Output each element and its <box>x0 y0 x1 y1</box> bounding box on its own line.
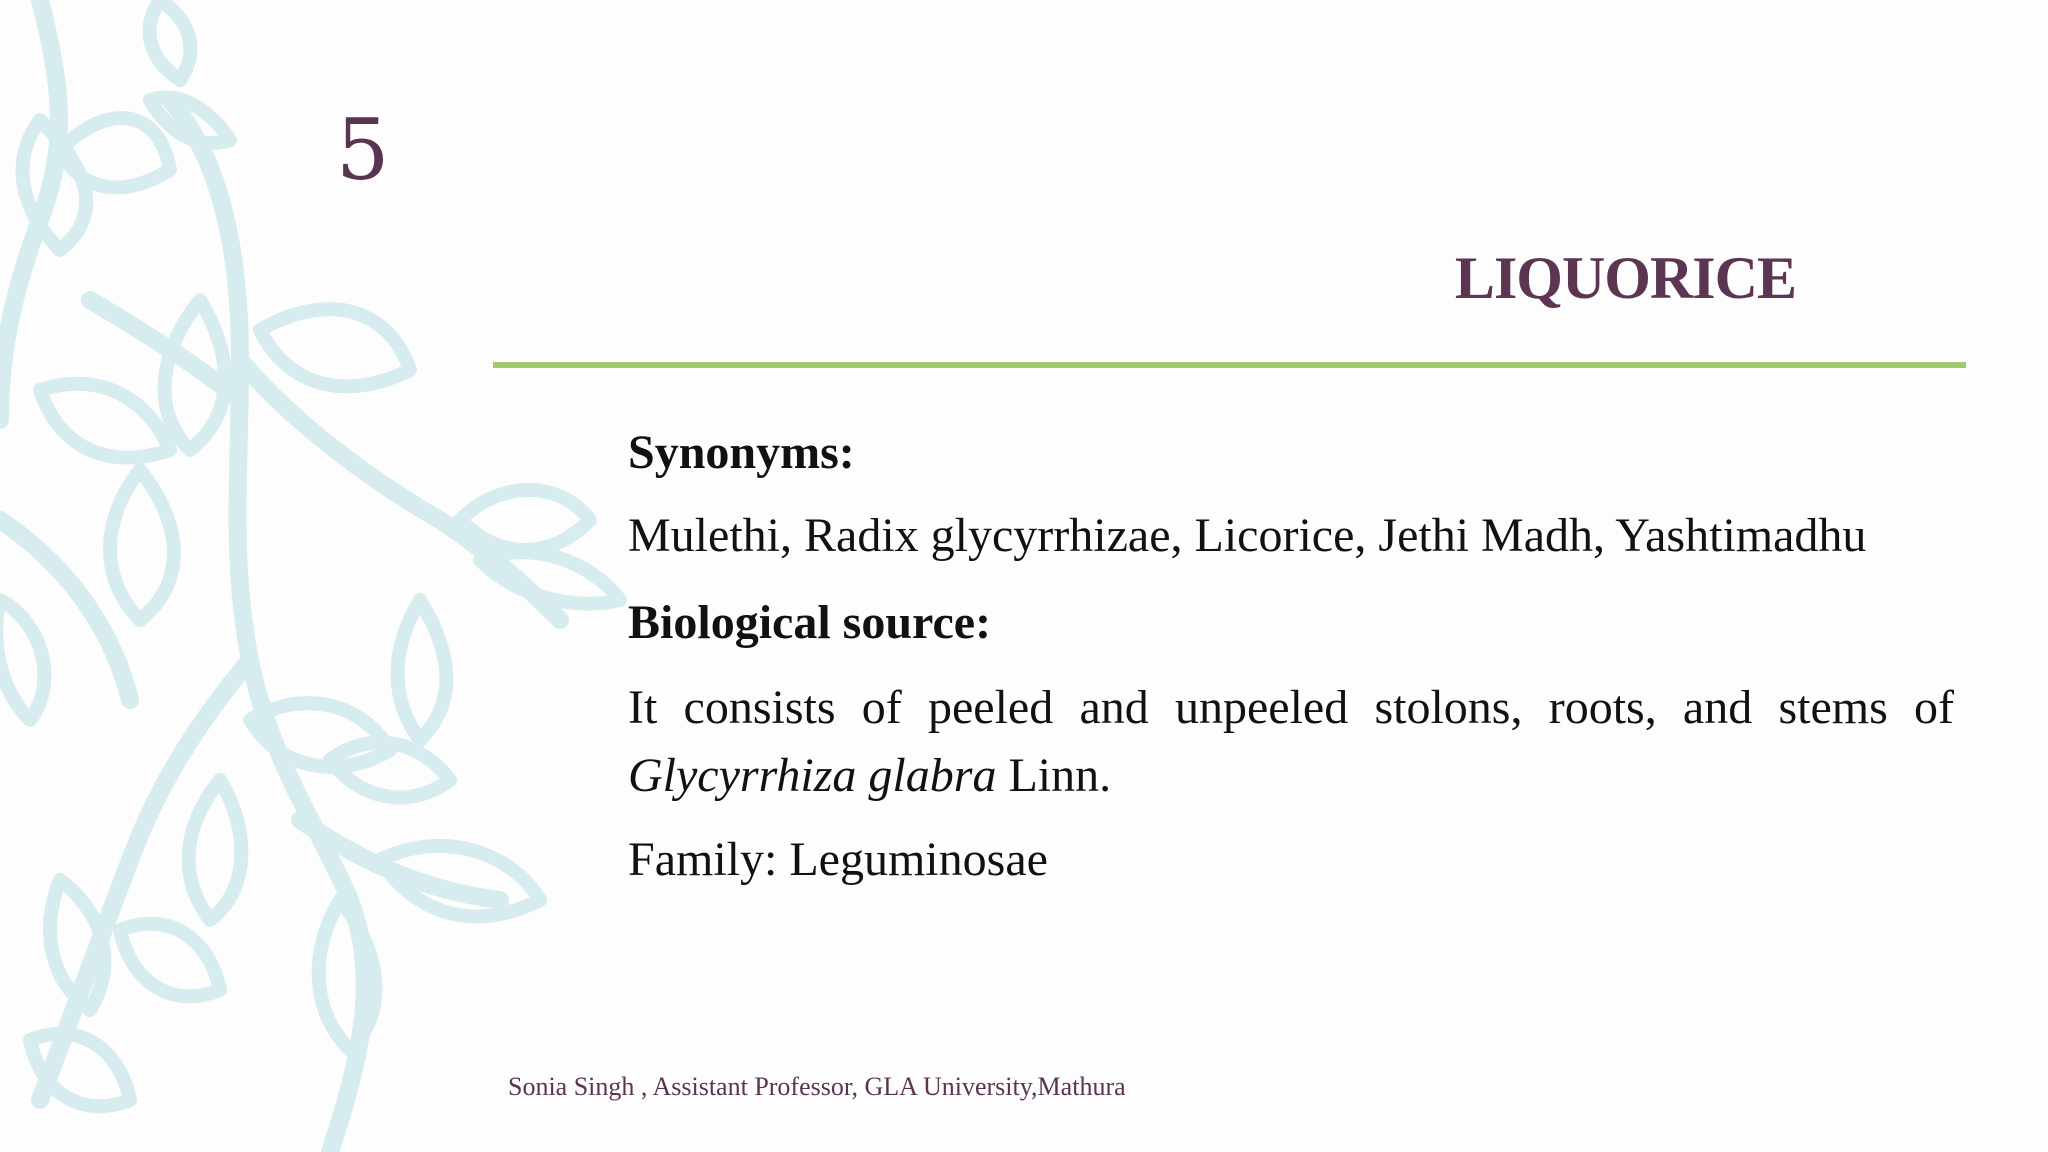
vine-leaves-decoration <box>0 0 640 1152</box>
biological-source-heading: Biological source: <box>628 596 992 649</box>
title-divider <box>493 362 1966 368</box>
footer-author: Sonia Singh , Assistant Professor, GLA University,Mathura <box>508 1072 1126 1101</box>
synonyms-text: Mulethi, Radix glycyrrhizae, Licorice, Jethi Madh, Yashtimadhu <box>628 509 1867 562</box>
slide-title: LIQUORICE <box>1454 245 1796 311</box>
synonyms-heading: Synonyms: <box>628 426 855 479</box>
species-name: Glycyrrhiza glabra <box>628 749 997 802</box>
slide-content <box>628 418 1954 892</box>
biological-source-text <box>628 674 1954 810</box>
source-text-post: Linn. <box>996 749 1112 802</box>
family-text: Family: Leguminosae <box>628 833 1048 886</box>
source-text-pre: It consists of peeled and unpeeled stolons, roots, and stems of <box>628 681 1954 734</box>
slide-number: 5 <box>336 101 390 199</box>
